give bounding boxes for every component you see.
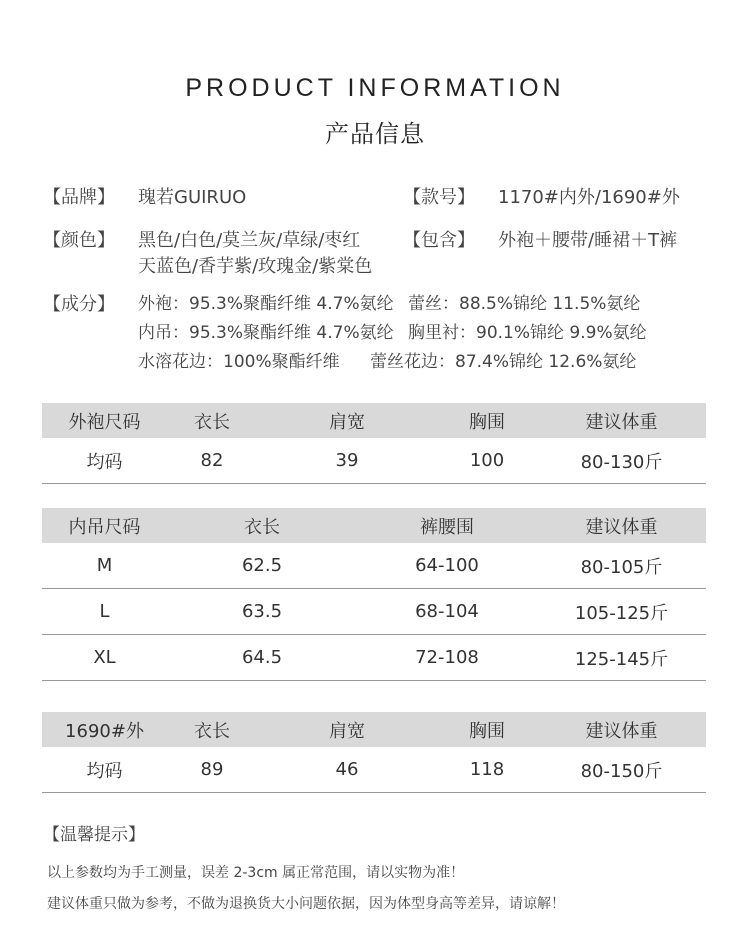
table-header-row [42, 508, 706, 543]
table-header-cell: 胸围 [437, 403, 537, 438]
inner-slip-size-table [42, 508, 706, 681]
color-row [43, 228, 372, 280]
composition-item: 水溶花边：100%聚酯纤维 [138, 352, 340, 372]
table-cell: 82 [167, 438, 257, 484]
table-row [42, 747, 706, 793]
table-row [42, 589, 706, 635]
composition-line [138, 290, 647, 319]
composition-item: 内吊：95.3%聚酯纤维 4.7%氨纶 [138, 323, 394, 343]
table-header-cell: 外袍尺码 [42, 403, 167, 438]
color-value-line2: 天蓝色/香芋紫/玫瑰金/紫棠色 [138, 256, 373, 277]
table-cell: 118 [437, 747, 537, 793]
table-cell: 63.5 [167, 589, 357, 635]
include-label: 【包含】 [403, 230, 475, 251]
color-value-line1: 黑色/白色/莫兰灰/草绿/枣红 [138, 230, 361, 251]
table-row [42, 635, 706, 681]
brand-label: 【品牌】 [43, 187, 115, 208]
include-row [403, 228, 677, 254]
table-cell: L [42, 589, 167, 635]
tip-line-1: 以上参数均为手工测量，误差 2-3cm 属正常范围，请以实物为准！ [47, 865, 465, 881]
composition-item: 蕾丝花边：87.4%锦纶 12.6%氨纶 [370, 352, 637, 372]
table-header-cell: 肩宽 [257, 712, 437, 747]
table-cell: 100 [437, 438, 537, 484]
tips-title: 【温馨提示】 [43, 825, 145, 845]
table-header-cell: 建议体重 [537, 508, 706, 543]
table-header-cell: 衣长 [167, 712, 257, 747]
table-header-cell: 1690#外 [42, 712, 167, 747]
composition-block [138, 290, 647, 377]
table-cell: 68-104 [357, 589, 537, 635]
composition-line [138, 348, 647, 377]
table-header-cell: 衣长 [167, 403, 257, 438]
table-header-cell: 衣长 [167, 508, 357, 543]
table-cell: 39 [257, 438, 437, 484]
table-cell: 64-100 [357, 543, 537, 589]
table-cell: 105-125斤 [537, 589, 706, 635]
title-english: PRODUCT INFORMATION [185, 74, 565, 102]
table-cell: 80-150斤 [537, 747, 706, 793]
table-cell: XL [42, 635, 167, 681]
table-cell: 64.5 [167, 635, 357, 681]
table-header-cell: 建议体重 [537, 712, 706, 747]
style-1690-size-table [42, 712, 706, 793]
composition-line [138, 319, 647, 348]
brand-row [43, 185, 246, 211]
style-label: 【款号】 [403, 187, 475, 208]
tip-line-2: 建议体重只做为参考，不做为退换货大小问题依据，因为体型身高等差异，请谅解！ [47, 896, 565, 912]
composition-item: 胸里衬：90.1%锦纶 9.9%氨纶 [408, 323, 647, 343]
table-cell: 80-105斤 [537, 543, 706, 589]
table-cell: 62.5 [167, 543, 357, 589]
table-row [42, 438, 706, 484]
table-cell: 125-145斤 [537, 635, 706, 681]
composition-item: 蕾丝：88.5%锦纶 11.5%氨纶 [408, 294, 641, 314]
composition-label: 【成分】 [43, 294, 115, 315]
table-header-cell: 裤腰围 [357, 508, 537, 543]
table-cell: M [42, 543, 167, 589]
table-cell: 72-108 [357, 635, 537, 681]
table-header-cell: 建议体重 [537, 403, 706, 438]
table-cell: 80-130斤 [537, 438, 706, 484]
brand-value: 瑰若GUIRUO [138, 187, 247, 208]
style-value: 1170#内外/1690#外 [498, 187, 680, 208]
table-header-cell: 肩宽 [257, 403, 437, 438]
color-label: 【颜色】 [43, 230, 115, 251]
table-cell: 均码 [42, 747, 167, 793]
outer-robe-size-table [42, 403, 706, 484]
table-header-cell: 内吊尺码 [42, 508, 167, 543]
table-row [42, 543, 706, 589]
table-header-row [42, 403, 706, 438]
table-cell: 均码 [42, 438, 167, 484]
composition-item: 外袍：95.3%聚酯纤维 4.7%氨纶 [138, 294, 394, 314]
include-value: 外袍＋腰带/睡裙＋T裤 [498, 230, 678, 251]
table-header-cell: 胸围 [437, 712, 537, 747]
table-cell: 46 [257, 747, 437, 793]
table-header-row [42, 712, 706, 747]
title-chinese: 产品信息 [325, 120, 425, 148]
table-cell: 89 [167, 747, 257, 793]
style-row [403, 185, 680, 211]
